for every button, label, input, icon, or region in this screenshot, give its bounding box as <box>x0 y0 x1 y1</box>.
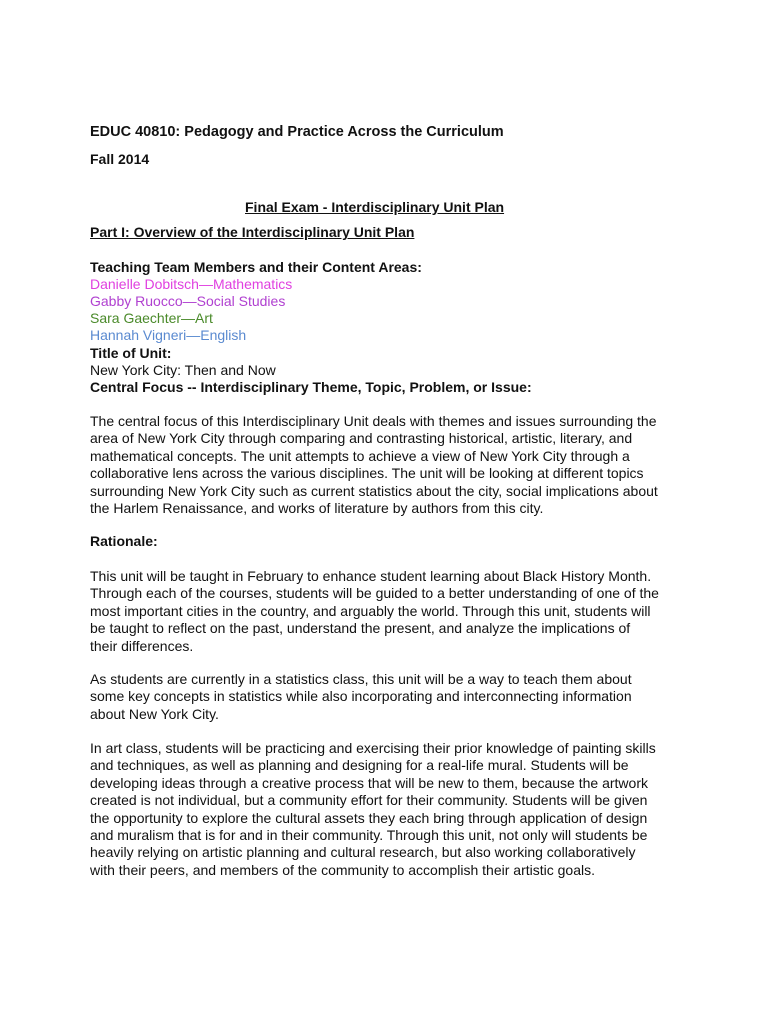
paragraph-line: mathematical concepts. The unit attempts to achieve a view of New York City through a <box>90 447 630 464</box>
paragraph-line: be taught to reflect on the past, understand the present, and analyze the implications of <box>90 620 631 637</box>
exam-title: Final Exam - Interdisciplinary Unit Plan <box>245 199 505 215</box>
paragraph-line: and muralism that is for and in their community. Through this unit, not only will students be <box>90 827 648 844</box>
paragraph-line: heavily relying on artistic planning and cultural research, but also working collaboratively <box>90 844 636 861</box>
term-label: Fall 2014 <box>90 151 150 167</box>
paragraph-line: their differences. <box>90 637 194 654</box>
paragraph-line: collaborative lens across the various disciplines. The unit will be looking at different topics <box>90 465 644 482</box>
paragraph-line: the Harlem Renaissance, and works of literature by authors from this city. <box>90 500 544 517</box>
team-member-social-studies: Gabby Ruocco—Social Studies <box>90 293 286 309</box>
document-page <box>90 0 690 1024</box>
team-member-mathematics: Danielle Dobitsch—Mathematics <box>90 276 293 292</box>
course-title: EDUC 40810: Pedagogy and Practice Across the Curriculum <box>90 124 504 140</box>
paragraph-line: The central focus of this Interdisciplinary Unit deals with themes and issues surrounding the <box>90 413 657 429</box>
central-focus-label: Central Focus -- Interdisciplinary Theme, Topic, Problem, or Issue: <box>90 379 532 395</box>
paragraph-line: surrounding New York City such as current statistics about the city, social implications about <box>90 482 658 499</box>
paragraph-line: developing ideas through a creative process that will be new to them, because the artwork <box>90 774 648 791</box>
paragraph-line: Through each of the courses, students will be guided to a better understanding of one of the <box>90 585 659 602</box>
unit-title-value: New York City: Then and Now <box>90 362 276 378</box>
paragraph-line: most important cities in the country, and arguably the world. Through this unit, students will <box>90 602 651 619</box>
paragraph-line: and techniques, as well as planning and designing for a real-life mural. Students will be <box>90 757 629 774</box>
paragraph-line: In art class, students will be practicing and exercising their prior knowledge of painting skills <box>90 740 656 756</box>
rationale-label: Rationale: <box>90 533 158 549</box>
team-member-english: Hannah Vigneri—English <box>90 327 247 343</box>
paragraph-line: area of New York City through comparing and contrasting historical, artistic, literary, and <box>90 430 633 447</box>
paragraph-line: As students are currently in a statistics class, this unit will be a way to teach them about <box>90 671 632 687</box>
paragraph-line: This unit will be taught in February to enhance student learning about Black History Month. <box>90 568 652 584</box>
team-member-art: Sara Gaechter—Art <box>90 310 213 326</box>
unit-title-label: Title of Unit: <box>90 345 172 361</box>
focus-paragraph <box>90 413 690 517</box>
part-title: Part I: Overview of the Interdisciplinary Unit Plan <box>90 224 415 240</box>
paragraph-line: created is not individual, but a community effort for their community. Students will be given <box>90 792 648 809</box>
rationale-paragraph-3 <box>90 740 690 879</box>
team-heading: Teaching Team Members and their Content Areas: <box>90 259 422 275</box>
rationale-paragraph-1 <box>90 568 690 655</box>
paragraph-line: some key concepts in statistics while also incorporating and interconnecting information <box>90 688 632 705</box>
rationale-paragraph-2 <box>90 671 690 723</box>
paragraph-line: with their peers, and members of the community to accomplish their artistic goals. <box>90 861 595 878</box>
paragraph-line: about New York City. <box>90 705 219 722</box>
paragraph-line: the opportunity to explore the cultural assets they each bring through application of design <box>90 809 648 826</box>
